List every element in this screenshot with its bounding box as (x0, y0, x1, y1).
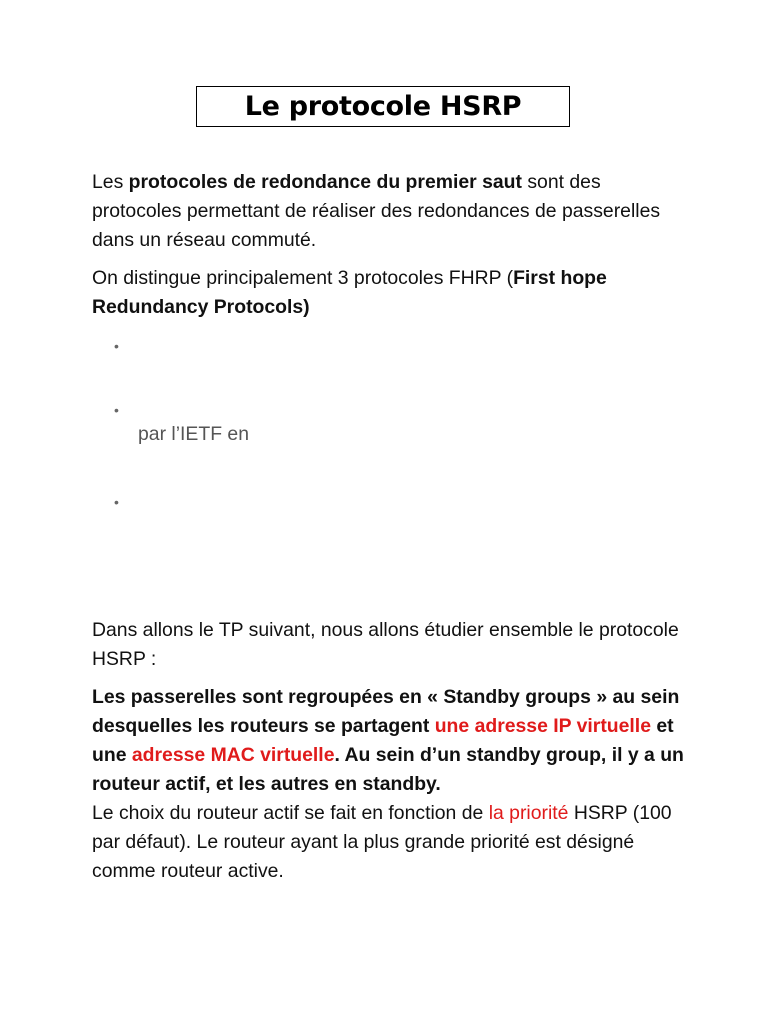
groups-text-2: et une (92, 715, 674, 766)
intro-paragraph (92, 168, 692, 255)
bullet-1: • (114, 338, 119, 354)
bullet-2: • (114, 402, 119, 418)
intro-prefix: Les (92, 171, 129, 193)
priority-paragraph (92, 799, 692, 886)
groups-red-mac: adresse MAC virtuelle (131, 744, 335, 766)
intro-bold-term: protocoles de redondance du premier saut (128, 171, 522, 193)
bullet-3: • (114, 494, 119, 510)
fhrp-bold-term: First hope Redundancy Protocols) (92, 267, 607, 318)
choice-red-priority: la priorité (488, 802, 569, 824)
groups-text-1: Les passerelles sont regroupées en « Standby groups » au sein desquelles les routeurs se partagent (92, 686, 680, 737)
tp-intro-paragraph: Dans allons le TP suivant, nous allons étudier ensemble le protocole HSRP : (92, 619, 679, 670)
standby-groups-paragraph (92, 683, 692, 799)
choice-text-1: Le choix du routeur actif se fait en fonction de (92, 802, 489, 824)
fhrp-paragraph (92, 264, 692, 322)
bullet-2-text: par l’IETF en (138, 423, 249, 445)
fhrp-prefix: On distingue principalement 3 protocoles FHRP ( (92, 267, 514, 289)
groups-red-ip: une adresse IP virtuelle (434, 715, 651, 737)
page-title: Le protocole HSRP (196, 86, 570, 127)
groups-text-3: . Au sein d’un standby group, il y a un routeur actif, et les autres en standby. (92, 744, 684, 795)
intro-suffix: sont des protocoles permettant de réaliser des redondances de passerelles dans un réseau commuté. (92, 171, 661, 251)
choice-text-2: HSRP (100 par défaut). Le routeur ayant la plus grande priorité est désigné comme routeur active. (92, 802, 672, 882)
